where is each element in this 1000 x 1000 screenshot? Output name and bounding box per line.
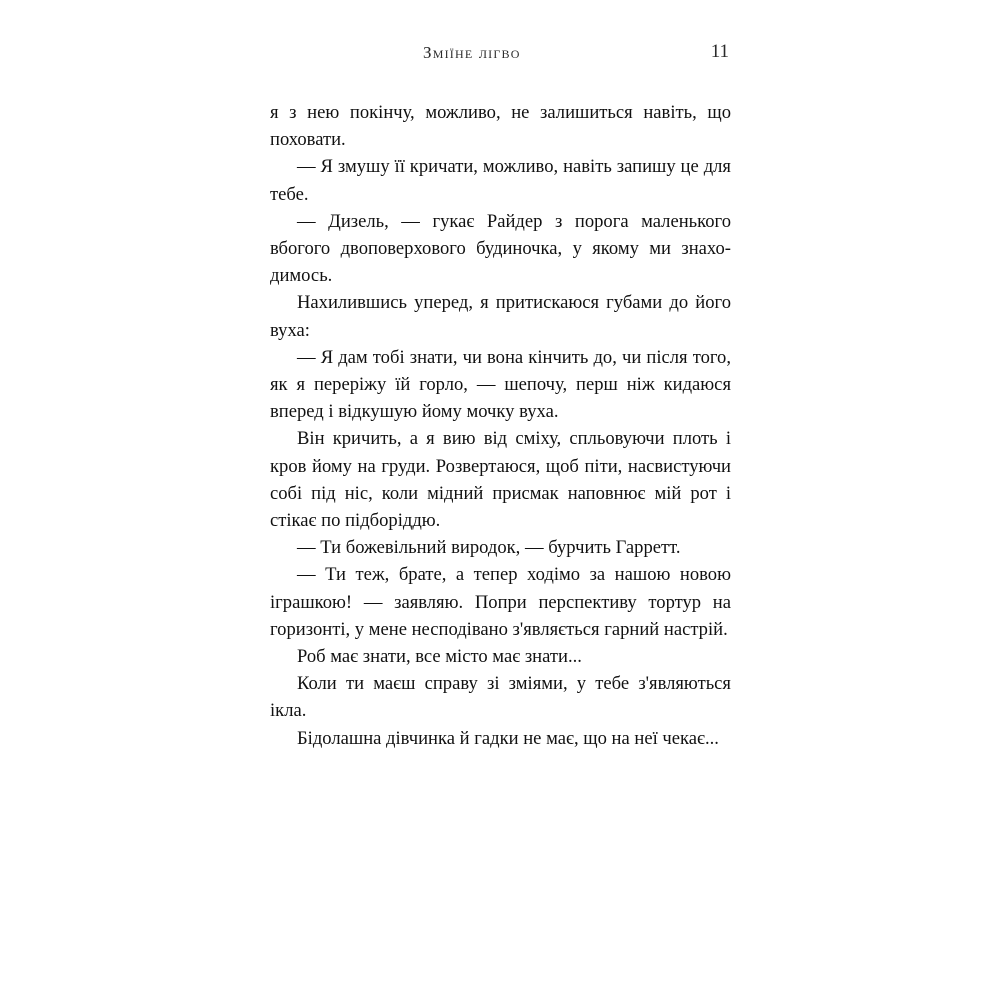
- running-title: Зміїне лігво: [423, 43, 521, 62]
- paragraph: — Я змушу її кричати, можливо, навіть запишу це для тебе.: [270, 156, 731, 205]
- paragraph: — Ти божевільний виродок, — бурчить Гарретт.: [297, 537, 681, 559]
- paragraph: — Дизель, — гукає Райдер з порога маленького вбогого двоповерхового будиночка, у якому ми знаходимось.: [270, 210, 731, 287]
- paragraph: я з нею покінчу, можливо, не залишиться навіть, що поховати.: [270, 102, 731, 151]
- paragraph: Роб має знати, все місто має знати...: [297, 646, 582, 668]
- paragraph: Бідолашна дівчинка й гадки не має, що на неї чекає...: [297, 727, 719, 749]
- running-head: [270, 43, 731, 67]
- paragraph: Нахилившись уперед, я притискаюся губами до його вуха:: [270, 292, 731, 341]
- paragraph: — Я дам тобі знати, чи вона кінчить до, чи після того, як я переріжу їй горло, — шепочу, перш ніж кидаюся вперед і відкушую йому мочку вуха.: [270, 346, 731, 423]
- paragraph: Він кричить, а я вию від сміху, спльовуючи плоть і кров йому на груди. Розвертаюся, щоб піти, насвистуючи собі під ніс, коли мідний присмак наповнює мій рот і стікає по підборіддю.: [270, 428, 731, 532]
- body-text: [270, 99, 731, 752]
- paragraph: Коли ти маєш справу зі зміями, у тебе з'являються ікла.: [270, 673, 731, 722]
- page-number: 11: [710, 41, 729, 62]
- paragraph: — Ти теж, брате, а тепер ходімо за нашою новою іграшкою! — заявляю. Попри перспективу тортур на горизонті, у мене несподівано з'являється гарний настрій.: [270, 564, 731, 640]
